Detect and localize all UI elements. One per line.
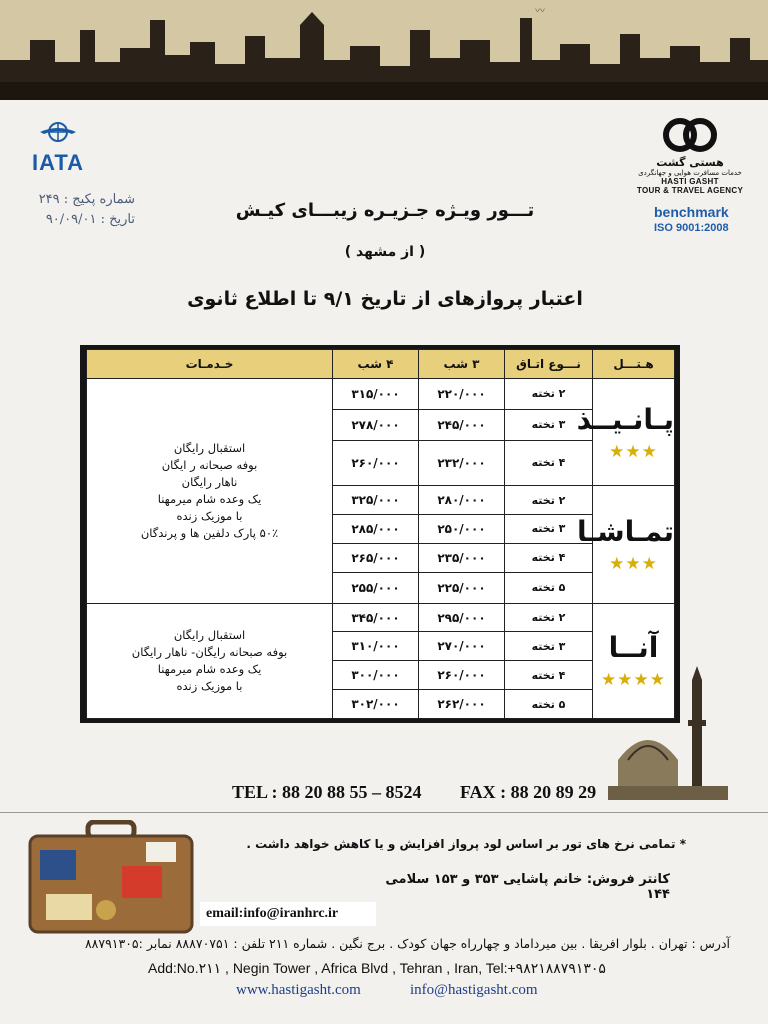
issue-date: تاریخ : ۹۰/۰۹/۰۱	[45, 212, 135, 227]
price-3-nights: ۲۶۲/۰۰۰	[419, 690, 505, 719]
price-4-nights: ۲۶۵/۰۰۰	[333, 543, 419, 572]
header-room: نـــوع اتـاق	[505, 350, 593, 379]
services-cell-2	[87, 603, 333, 718]
skyline-banner	[0, 0, 768, 100]
room-type: ۴ تخته	[505, 661, 593, 690]
room-type: ۳ تخته	[505, 514, 593, 543]
agency-logo-icon	[650, 118, 730, 152]
hotel-name: تمـاشـا	[577, 514, 674, 548]
service-line: یک وعده شام میرمهنا	[157, 661, 262, 676]
tour-title: تـــور ویـژه جـزیـره زیبـــای کیـش	[235, 200, 535, 221]
agency-sub-fa: خدمات مسافرت هوایی و جهانگردی	[638, 169, 742, 177]
iata-logo	[22, 118, 94, 176]
table-row	[87, 603, 675, 632]
service-line: ناهار رایگان	[181, 474, 238, 489]
price-3-nights: ۲۵۰/۰۰۰	[419, 514, 505, 543]
room-type: ۴ تخته	[505, 440, 593, 485]
iso-label: ISO 9001:2008	[654, 222, 729, 234]
room-type: ۵ تخته	[505, 690, 593, 719]
footer-email-link[interactable]: info@hastigasht.com	[410, 982, 538, 998]
star-rating-icon: ★★★★	[601, 670, 666, 691]
agency-name-fa: هستی گشت	[656, 156, 724, 169]
divider	[0, 812, 768, 813]
sales-counter: کانتر فروش: خانم پاشایی ۳۵۳ و ۱۵۳ سلامی ۱۴۴	[385, 872, 670, 902]
service-line: استقبال رایگان	[173, 627, 246, 642]
service-line: استقبال رایگان	[173, 440, 246, 455]
price-4-nights: ۳۰۲/۰۰۰	[333, 690, 419, 719]
price-3-nights: ۲۴۵/۰۰۰	[419, 409, 505, 440]
price-4-nights: ۲۵۵/۰۰۰	[333, 572, 419, 603]
service-line: بوفه صبحانه رایگان- ناهار رایگان	[131, 644, 288, 659]
header-4-nights: ۴ شب	[333, 350, 419, 379]
price-4-nights: ۳۱۰/۰۰۰	[333, 632, 419, 661]
price-4-nights: ۳۱۵/۰۰۰	[333, 379, 419, 410]
package-number: شماره پکیج : ۲۴۹	[38, 192, 135, 207]
hasti-gasht-logo	[630, 118, 750, 195]
address-en: Add:No.۲۱۱ , Negin Tower , Africa Blvd , Tehran , Iran, Tel:+۹۸۲۱۸۸۷۹۱۳۰۵	[148, 960, 606, 976]
room-type: ۲ تخته	[505, 379, 593, 410]
header-3-nights: ۳ شب	[419, 350, 505, 379]
table-header-row	[87, 350, 675, 379]
email-link[interactable]: email:info@iranhrc.ir	[200, 902, 376, 926]
table-row	[87, 379, 675, 410]
service-line: با موزیک زنده	[176, 678, 243, 693]
mosque-illustration	[608, 660, 728, 800]
room-type: ۳ تخته	[505, 409, 593, 440]
price-3-nights: ۲۳۵/۰۰۰	[419, 543, 505, 572]
room-type: ۵ تخته	[505, 572, 593, 603]
header-hotel: هـتـــل	[593, 350, 675, 379]
service-line: ۵۰٪ پارک دلفین ها و پرندگان	[140, 525, 279, 540]
website-link[interactable]: www.hastigasht.com	[236, 982, 361, 998]
price-4-nights: ۳۰۰/۰۰۰	[333, 661, 419, 690]
benchmark-label: benchmark	[654, 204, 729, 220]
price-table-frame	[80, 345, 680, 723]
price-3-nights: ۲۲۰/۰۰۰	[419, 379, 505, 410]
hotel-name: آنــا	[608, 631, 659, 665]
svg-text:〰: 〰	[535, 6, 545, 17]
telephone: TEL : 88 20 88 55 – 8524	[232, 782, 422, 802]
service-line: بوفه صبحانه ر ایگان	[161, 457, 258, 472]
price-3-nights: ۲۷۰/۰۰۰	[419, 632, 505, 661]
hotel-name: پـانـیــذ	[576, 402, 674, 436]
room-type: ۳ تخته	[505, 632, 593, 661]
services-cell-1	[87, 379, 333, 604]
hotel-cell-paniz	[576, 379, 675, 486]
validity-line: اعتبار پروازهای از تاریخ ۹/۱ تا اطلاع ثانوی	[187, 288, 583, 310]
fax-number: FAX : 88 20 89 29	[460, 782, 597, 802]
pricing-note: * تمامی نرخ های تور بر اساس لود پرواز افزایش و یا کاهش خواهد داشت .	[246, 837, 686, 851]
agency-name-en: HASTI GASHT	[661, 177, 719, 186]
price-4-nights: ۲۸۵/۰۰۰	[333, 514, 419, 543]
service-line: یک وعده شام میرمهنا	[157, 491, 262, 506]
price-4-nights: ۳۴۵/۰۰۰	[333, 603, 419, 632]
price-4-nights: ۳۲۵/۰۰۰	[333, 486, 419, 515]
tour-origin: ( از مشهد )	[344, 244, 426, 260]
room-type: ۲ تخته	[505, 486, 593, 515]
suitcase-illustration	[26, 820, 196, 938]
skyline-illustration	[0, 0, 768, 100]
price-3-nights: ۲۳۲/۰۰۰	[419, 440, 505, 485]
price-table	[86, 349, 675, 719]
agency-sub-en: TOUR & TRAVEL AGENCY	[636, 186, 744, 195]
price-3-nights: ۲۹۵/۰۰۰	[419, 603, 505, 632]
iata-wordmark: IATA	[31, 150, 85, 175]
price-4-nights: ۲۷۸/۰۰۰	[333, 409, 419, 440]
hotel-cell-tamasha	[577, 486, 675, 603]
address-fa: آدرس : تهران . بلوار افریقا . بین میرداماد و چهارراه جهان کودک . برج نگین . شماره ۲۱۱ تلفن : ۸۸۸۷۰۷۵۱ نمابر :۸۸۷۹۱۳۰۵	[84, 936, 730, 951]
header-services: خـدمـات	[87, 350, 333, 379]
service-line: با موزیک زنده	[176, 508, 243, 523]
globe-icon	[38, 118, 78, 148]
price-3-nights: ۲۶۰/۰۰۰	[419, 661, 505, 690]
price-4-nights: ۲۶۰/۰۰۰	[333, 440, 419, 485]
price-3-nights: ۲۸۰/۰۰۰	[419, 486, 505, 515]
star-rating-icon: ★★★	[609, 553, 658, 574]
price-3-nights: ۲۲۵/۰۰۰	[419, 572, 505, 603]
room-type: ۴ تخته	[505, 543, 593, 572]
star-rating-icon: ★★★	[609, 441, 658, 462]
room-type: ۲ تخته	[505, 603, 593, 632]
